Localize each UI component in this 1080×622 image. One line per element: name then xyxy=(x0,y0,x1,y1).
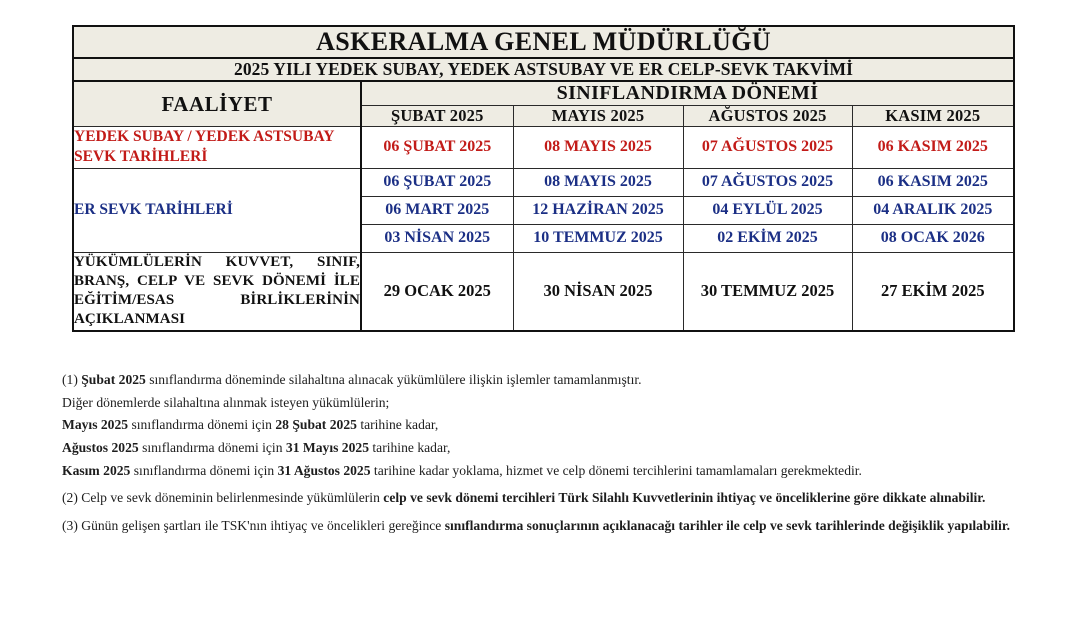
cell-yedeksubay-kasim: 06 KASIM 2025 xyxy=(852,127,1014,169)
column-header-siniflandirma-donemi: SINIFLANDIRMA DÖNEMİ xyxy=(361,81,1014,106)
footnote-1-line-1 xyxy=(62,370,1022,391)
cell-er3-kasim: 08 OCAK 2026 xyxy=(852,224,1014,252)
cell-yedeksubay-subat: 06 ŞUBAT 2025 xyxy=(361,127,513,169)
footnote-3-prefix: (3) Günün gelişen şartları ile TSK'nın ihtiyaç ve öncelikleri gereğince xyxy=(62,517,445,533)
cell-er2-agustos: 04 EYLÜL 2025 xyxy=(683,196,852,224)
footnote-1-line3-mid: sınıflandırma dönemi için xyxy=(128,417,276,433)
table-subtitle-row xyxy=(73,58,1014,81)
footnote-1-line4-post: tarihine kadar, xyxy=(369,439,451,455)
footnote-2-line xyxy=(62,488,1022,509)
footnote-3-line xyxy=(62,516,1022,537)
cell-aciklama-kasim: 27 EKİM 2025 xyxy=(852,252,1014,330)
column-header-period-subat: ŞUBAT 2025 xyxy=(361,106,513,127)
cell-er3-mayis: 10 TEMMUZ 2025 xyxy=(513,224,683,252)
footnote-1-text: sınıflandırma döneminde silahaltına alınacak yükümlülere ilişkin işlemler tamamlanmıştır. xyxy=(145,372,642,387)
cell-aciklama-agustos: 30 TEMMUZ 2025 xyxy=(683,252,852,330)
table-row xyxy=(73,252,1014,330)
footnote-1-bold-31mayis: 31 Mayıs 2025 xyxy=(285,439,369,455)
footnote-1-bold-28subat: 28 Şubat 2025 xyxy=(275,417,357,433)
calendar-table-container xyxy=(72,25,1013,332)
cell-er2-mayis: 12 HAZİRAN 2025 xyxy=(513,196,683,224)
footnote-1 xyxy=(62,370,1022,481)
table-title-row xyxy=(73,26,1014,58)
cell-er3-agustos: 02 EKİM 2025 xyxy=(683,224,852,252)
footnote-1-bold-subat: Şubat 2025 xyxy=(81,372,146,387)
cell-aciklama-subat: 29 OCAK 2025 xyxy=(361,252,513,330)
cell-yedeksubay-mayis: 08 MAYIS 2025 xyxy=(513,127,683,169)
footnote-1-line3-post: tarihine kadar, xyxy=(356,417,439,433)
column-header-period-agustos: AĞUSTOS 2025 xyxy=(683,106,852,127)
cell-yedeksubay-agustos: 07 AĞUSTOS 2025 xyxy=(683,127,852,169)
footnote-1-line4-mid: sınıflandırma dönemi için xyxy=(138,439,286,455)
cell-er1-agustos: 07 AĞUSTOS 2025 xyxy=(683,168,852,196)
page-title: ASKERALMA GENEL MÜDÜRLÜĞÜ xyxy=(73,26,1014,58)
footnotes-section xyxy=(62,370,1022,544)
column-header-period-mayis: MAYIS 2025 xyxy=(513,106,683,127)
footnote-1-line-4 xyxy=(62,438,1022,459)
table-header-group-row xyxy=(73,81,1014,106)
column-header-period-kasim: KASIM 2025 xyxy=(852,106,1014,127)
footnote-2-bold: celp ve sevk dönemi tercihleri Türk Silahlı Kuvvetlerinin ihtiyaç ve önceliklerine göre dikkate alınabilir. xyxy=(383,490,986,506)
footnote-1-line5-post: tarihine kadar yoklama, hizmet ve celp dönemi tercihlerini tamamlamaları gerekmektedir. xyxy=(370,462,862,478)
cell-er1-kasim: 06 KASIM 2025 xyxy=(852,168,1014,196)
cell-er1-mayis: 08 MAYIS 2025 xyxy=(513,168,683,196)
footnote-1-bold-mayis: Mayıs 2025 xyxy=(62,417,129,433)
page-subtitle: 2025 YILI YEDEK SUBAY, YEDEK ASTSUBAY VE ER CELP-SEVK TAKVİMİ xyxy=(73,58,1014,81)
cell-aciklama-mayis: 30 NİSAN 2025 xyxy=(513,252,683,330)
footnote-1-prefix: (1) xyxy=(62,372,82,387)
footnote-3 xyxy=(62,516,1022,537)
footnote-1-bold-kasim: Kasım 2025 xyxy=(62,462,131,478)
table-row xyxy=(73,127,1014,169)
footnote-2 xyxy=(62,488,1022,509)
footnote-1-line-2: Diğer dönemlerde silahaltına alınmak isteyen yükümlülerin; xyxy=(62,394,390,410)
footnote-2-prefix: (2) Celp ve sevk döneminin belirlenmesinde yükümlülerin xyxy=(62,490,384,506)
footnote-1-line-5 xyxy=(62,461,1022,482)
row-label-er-sevk-tarihleri: ER SEVK TARİHLERİ xyxy=(73,168,361,252)
column-header-faaliyet: FAALİYET xyxy=(73,81,361,127)
footnote-1-line-3 xyxy=(62,415,1022,436)
footnote-3-bold: sınıflandırma sonuçlarının açıklanacağı tarihler ile celp ve sevk tarihlerinde değişiklik yapılabilir. xyxy=(444,517,1011,533)
row-label-yedek-subay-sevk-tarihleri: YEDEK SUBAY / YEDEK ASTSUBAY SEVK TARİHLERİ xyxy=(73,127,361,169)
cell-er1-subat: 06 ŞUBAT 2025 xyxy=(361,168,513,196)
footnote-1-bold-agustos: Ağustos 2025 xyxy=(62,439,139,455)
celp-sevk-calendar-table xyxy=(72,25,1015,332)
footnote-1-line5-mid: sınıflandırma dönemi için xyxy=(130,462,278,478)
table-row xyxy=(73,168,1014,196)
footnote-1-bold-31agustos: 31 Ağustos 2025 xyxy=(277,462,371,478)
row-label-yukumlulerin-aciklanmasi: YÜKÜMLÜLERİN KUVVET, SINIF, BRANŞ, CELP VE SEVK DÖNEMİ İLE EĞİTİM/ESAS BİRLİKLERİNİN AÇIKLANMASI xyxy=(73,252,361,330)
cell-er2-kasim: 04 ARALIK 2025 xyxy=(852,196,1014,224)
cell-er3-subat: 03 NİSAN 2025 xyxy=(361,224,513,252)
cell-er2-subat: 06 MART 2025 xyxy=(361,196,513,224)
